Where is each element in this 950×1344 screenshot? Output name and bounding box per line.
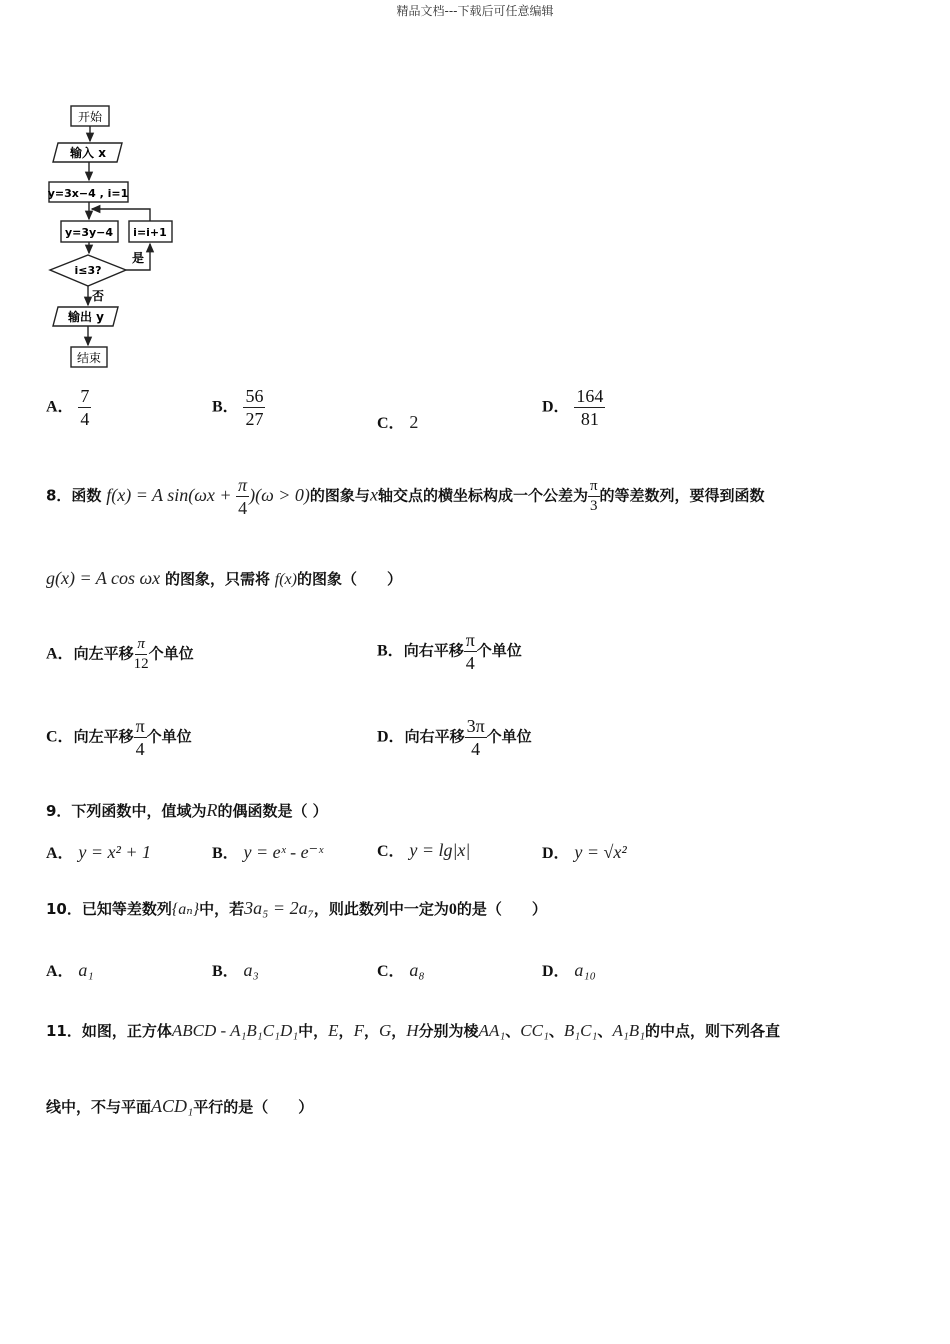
q8-option-c[interactable]: C．向左平移 $\frac{\pi}{4}$ 个单位 <box>46 716 192 759</box>
flow-input-label: 输入 x <box>70 146 106 160</box>
q9-option-a[interactable]: A． y = x² + 1 <box>46 842 152 862</box>
q10-option-d[interactable]: D． a₁₀ <box>542 960 596 980</box>
q10-option-b[interactable]: B． a₃ <box>212 960 259 980</box>
q10-stem: 10．已知等差数列{aₙ}中，若3a₅ = 2a₇，则此数列中一定为0的是（ ） <box>46 898 547 918</box>
q7-a-fraction: $\frac{7}{4}$ <box>80 386 90 429</box>
q10-option-c[interactable]: C． a₈ <box>377 960 425 980</box>
q7-option-b[interactable]: B． $\frac{56}{27}$ <box>212 386 264 429</box>
q8-option-a[interactable]: A．向左平移 $\frac{\pi}{12}$ 个单位 <box>46 636 194 672</box>
flowchart <box>40 100 190 375</box>
q8-stem-line2: g(x) = A cos ωx 的图象，只需将 f(x)的图象（ ） <box>46 568 402 588</box>
q9-option-c[interactable]: C． y = lg|x| <box>377 840 471 860</box>
q7-b-fraction: $\frac{56}{27}$ <box>245 386 264 429</box>
flow-condition-label: i≤3? <box>74 264 102 277</box>
q10-option-a[interactable]: A． a₁ <box>46 960 94 980</box>
flow-update-label: y=3y−4 <box>64 226 114 239</box>
flow-start-label: 开始 <box>77 110 103 124</box>
q8-option-b[interactable]: B．向右平移 $\frac{\pi}{4}$ 个单位 <box>377 630 522 673</box>
q8-difference: $\frac{\pi}{3}$ <box>589 478 598 515</box>
flow-init-label: y=3x−4 , i=1 <box>47 187 129 200</box>
q9-option-d[interactable]: D． y = √x² <box>542 842 627 862</box>
q7-option-c[interactable]: C． 2 <box>377 412 419 432</box>
flow-yes-label: 是 <box>132 251 145 265</box>
page-header: 精品文档---下载后可任意编辑 <box>396 4 554 18</box>
flow-end-label: 结束 <box>76 351 102 365</box>
q11-stem-line1: 11．如图，正方体ABCD - A₁B₁C₁D₁中，E，F，G，H分别为棱AA₁、CC₁、B₁C₁、A₁B₁的中点，则下列各直 <box>46 1021 781 1040</box>
q11-stem-line2: 线中，不与平面ACD₁平行的是（ ） <box>46 1096 314 1116</box>
q7-d-fraction: $\frac{164}{81}$ <box>576 386 604 429</box>
flow-no-label: 否 <box>92 289 105 303</box>
q8-stem-line1: 8．函数 f(x) = A sin(ωx + $\frac{\pi}{4}$ )(ω > 0)的图象与x轴交点的横坐标构成一个公差为 $\frac{\pi}{3}$ 的等差数列，要得到函数 <box>46 475 765 518</box>
flow-increment-label: i=i+1 <box>133 226 167 239</box>
q8-function: f(x) = A sin(ωx + $\frac{\pi}{4}$ )(ω > 0) <box>106 475 310 518</box>
q7-option-a[interactable]: A． $\frac{7}{4}$ <box>46 386 90 429</box>
q7-option-d[interactable]: D． $\frac{164}{81}$ <box>542 386 604 429</box>
q9-stem: 9．下列函数中，值域为R的偶函数是（ ） <box>46 800 328 820</box>
q8-option-d[interactable]: D．向右平移 $\frac{3\pi}{4}$ 个单位 <box>377 716 532 759</box>
q9-option-b[interactable]: B． y = eˣ - e⁻ˣ <box>212 842 324 862</box>
flow-output-label: 输出 y <box>67 310 105 324</box>
